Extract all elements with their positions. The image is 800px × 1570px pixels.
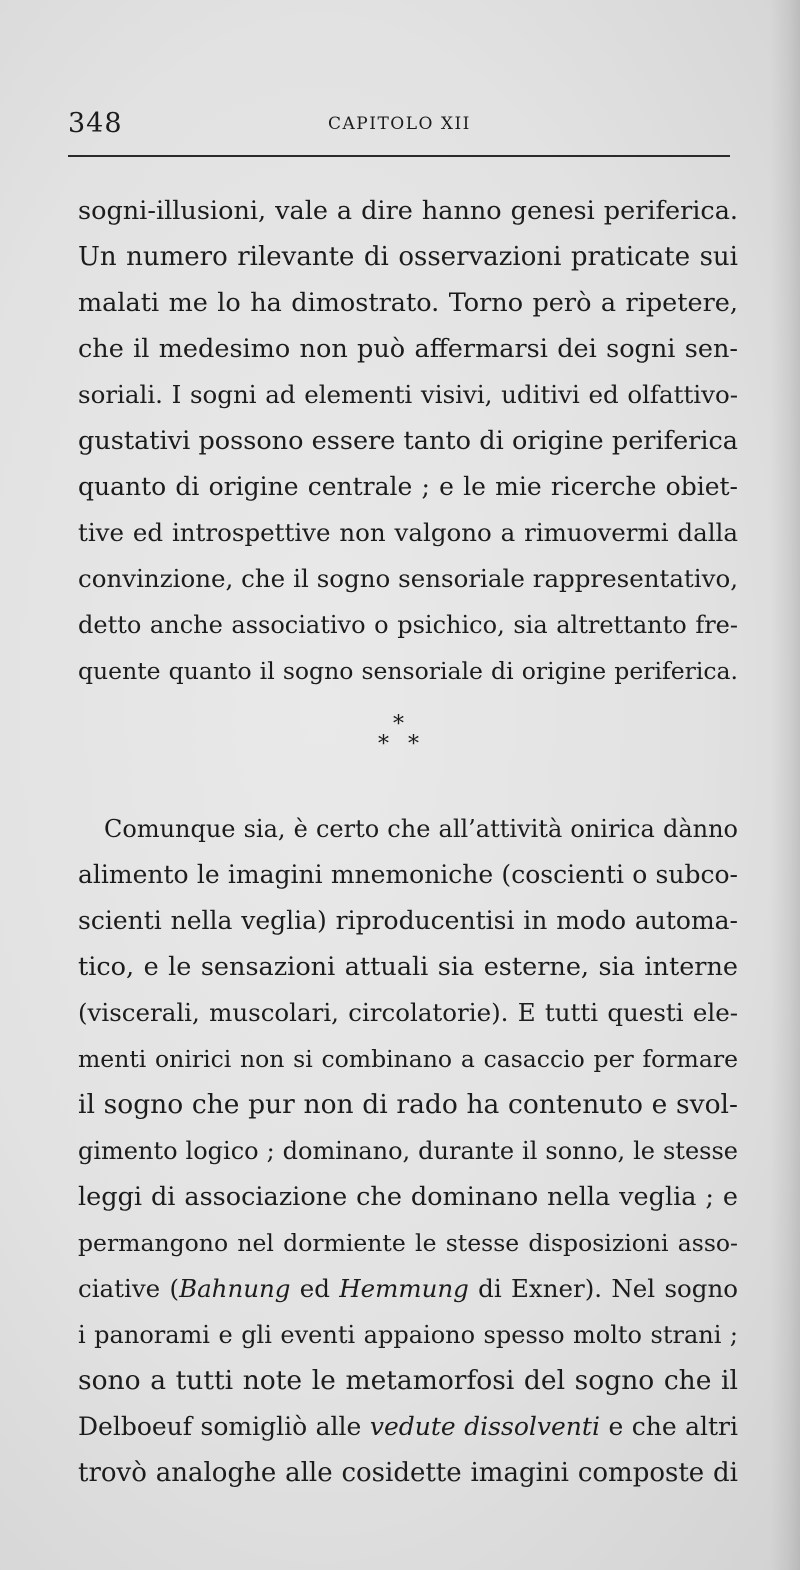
text-line: leggi di associazione che dominano nella veglia ; e <box>78 1182 738 1212</box>
text-fragment: ed <box>290 1274 340 1303</box>
text-line: Comunque sia, è certo che all’attività onirica dànno <box>104 815 738 843</box>
text-line: tico, e le sensazioni attuali sia esterne, sia interne <box>78 952 738 982</box>
text-line: tive ed introspettive non valgono a rimuovermi dalla <box>78 518 738 547</box>
page-number: 348 <box>68 108 123 139</box>
text-line: sogni-illusioni, vale a dire hanno genesi periferica. <box>78 196 738 226</box>
text-line: Un numero rilevante di osservazioni praticate sui <box>78 242 738 272</box>
text-line: gimento logico ; dominano, durante il sonno, le stesse <box>78 1137 738 1165</box>
text-line: menti onirici non si combinano a casaccio per formare <box>78 1045 738 1073</box>
asterisk: * <box>393 712 404 737</box>
section-asterism <box>360 712 440 762</box>
text-line: gustativi possono essere tanto di origine periferica <box>78 426 738 456</box>
page-edge-shadow <box>770 0 800 1570</box>
text-line: quanto di origine centrale ; e le mie ricerche obiet- <box>78 472 738 501</box>
text-line: convinzione, che il sogno sensoriale rappresentativo, <box>78 564 738 593</box>
text-fragment: di Exner). Nel sogno <box>468 1274 738 1303</box>
text-line: soriali. I sogni ad elementi visivi, uditivi ed olfattivo- <box>78 380 738 409</box>
text-fragment: ciative ( <box>78 1274 180 1303</box>
text-line <box>78 1404 738 1450</box>
page-header <box>68 104 728 144</box>
text-line: sono a tutti note le metamorfosi del sogno che il <box>78 1365 738 1396</box>
text-line: detto anche associativo o psichico, sia altrettanto fre- <box>78 611 738 639</box>
text-line: malati me lo ha dimostrato. Torno però a ripetere, <box>78 288 738 318</box>
text-fragment: e che altri <box>599 1412 738 1441</box>
text-line: trovò analoghe alle cosidette imagini composte di <box>78 1458 738 1488</box>
text-line: il sogno che pur non di rado ha contenuto e svol- <box>78 1089 738 1120</box>
text-line: permangono nel dormiente le stesse disposizioni asso- <box>78 1229 738 1257</box>
text-line: che il medesimo non può affermarsi dei sogni sen- <box>78 334 738 364</box>
italic-term-vedute-dissolventi: vedute dissolventi <box>369 1412 600 1441</box>
italic-term-bahnung: Bahnung <box>179 1274 291 1303</box>
asterisk: * <box>408 732 419 757</box>
text-line <box>78 1266 738 1312</box>
header-rule <box>68 155 730 157</box>
text-line: i panorami e gli eventi appaiono spesso molto strani ; <box>78 1321 738 1349</box>
text-fragment: Delboeuf somigliò alle <box>78 1412 370 1441</box>
text-line: alimento le imagini mnemoniche (coscienti o subco- <box>78 860 738 889</box>
asterisk: * <box>378 732 389 757</box>
text-line: scienti nella veglia) riproducentisi in modo automa- <box>78 906 738 935</box>
running-head: CAPITOLO XII <box>328 114 471 134</box>
text-line: quente quanto il sogno sensoriale di origine periferica. <box>78 657 738 685</box>
italic-term-hemmung: Hemmung <box>339 1274 469 1303</box>
text-line: (viscerali, muscolari, circolatorie). E tutti questi ele- <box>78 998 738 1027</box>
